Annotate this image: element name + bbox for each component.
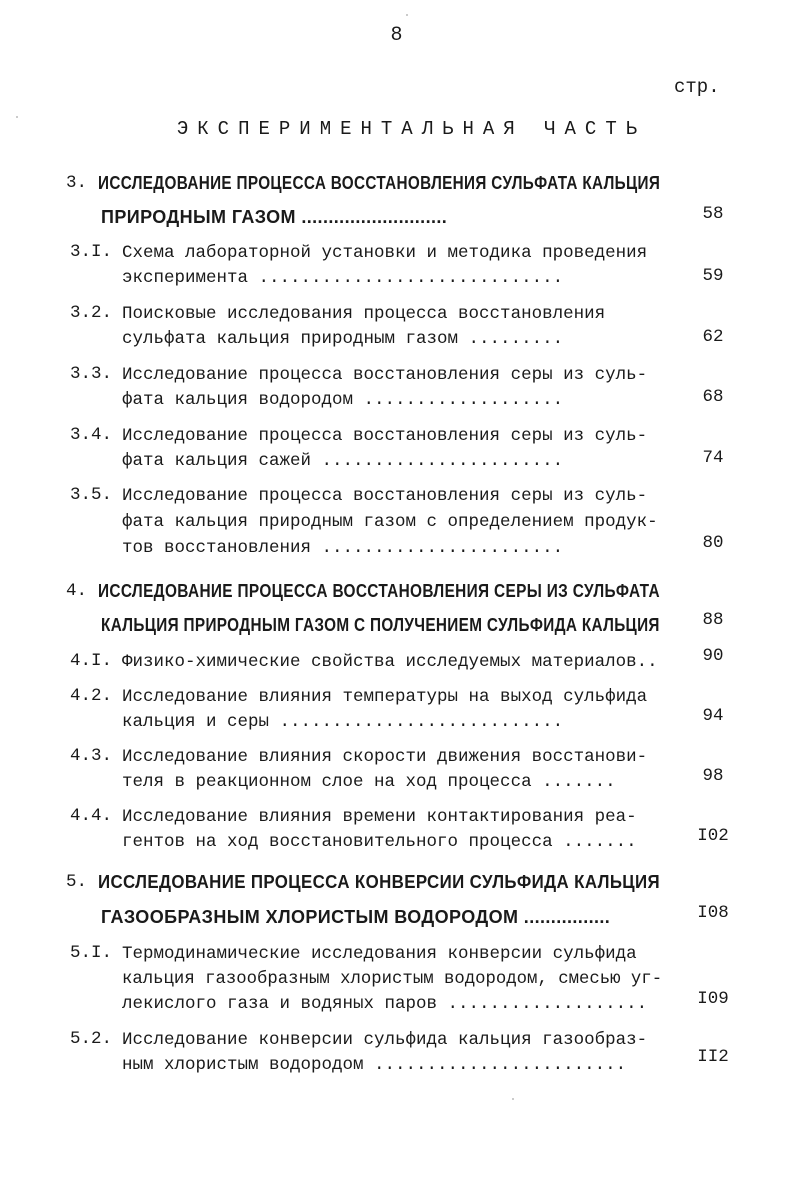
toc-entry-title-line: ным хлористым водородом ........................ xyxy=(122,1055,627,1075)
toc-entry-title-line: сульфата кальция природным газом ......... xyxy=(122,329,564,349)
toc-entry-title-line: Исследование влияния скорости движения восстанови- xyxy=(122,747,648,767)
toc-entry-title-line: фата кальция водородом ................... xyxy=(122,390,564,410)
toc-entry-title-line: ИССЛЕДОВАНИЕ ПРОЦЕССА ВОССТАНОВЛЕНИЯ СУЛЬФАТА КАЛЬЦИЯ xyxy=(98,173,661,193)
scan-speck xyxy=(16,116,18,118)
toc-entry-page: 80 xyxy=(702,533,724,553)
toc-entry-number: 5. xyxy=(66,872,88,892)
toc-entry-title-line: Исследование влияния температуры на выход сульфида xyxy=(122,687,648,707)
toc-entry-title-line: теля в реакционном слое на ход процесса ....... xyxy=(122,772,616,792)
toc-entry-title-line: эксперимента ............................. xyxy=(122,268,564,288)
toc-entry-title-line: ПРИРОДНЫМ ГАЗОМ ........................... xyxy=(101,207,448,227)
toc-entry-number: 4.3. xyxy=(70,746,113,766)
toc-entry-page: 90 xyxy=(702,646,724,666)
toc-entry-title-line: гентов на ход восстановительного процесса ....... xyxy=(122,832,637,852)
toc-entry-title-line: ИССЛЕДОВАНИЕ ПРОЦЕССА КОНВЕРСИИ СУЛЬФИДА КАЛЬЦИЯ xyxy=(98,872,661,892)
toc-entry-page: 62 xyxy=(702,327,724,347)
toc-entry-number: 3.3. xyxy=(70,364,113,384)
section-title: ЭКСПЕРИМЕНТАЛЬНАЯ ЧАСТЬ xyxy=(176,118,647,140)
toc-entry-title-line: Физико-химические свойства исследуемых материалов.. xyxy=(122,652,658,672)
toc-entry-title-line: Исследование процесса восстановления серы из суль- xyxy=(122,365,648,385)
scan-speck xyxy=(406,14,408,16)
toc-entry-number: 4.I. xyxy=(70,651,113,671)
toc-entry-number: 4.4. xyxy=(70,806,113,826)
toc-entry-page: 68 xyxy=(702,387,724,407)
toc-entry-page: I08 xyxy=(697,903,729,923)
toc-entry-title-line: ГАЗООБРАЗНЫМ ХЛОРИСТЫМ ВОДОРОДОМ ................ xyxy=(101,907,611,927)
page-number: 8 xyxy=(390,24,403,47)
toc-entry-page: 94 xyxy=(702,706,724,726)
toc-entry-page: 98 xyxy=(702,766,724,786)
toc-entry-number: 3.2. xyxy=(70,303,113,323)
page-column-label: стр. xyxy=(674,76,720,98)
scan-speck xyxy=(512,1098,514,1100)
toc-entry-title-line: Исследование процесса восстановления серы из суль- xyxy=(122,426,648,446)
toc-entry-number: 5.I. xyxy=(70,943,113,963)
toc-entry-title-line: Исследование процесса восстановления серы из суль- xyxy=(122,486,648,506)
toc-entry-page: I09 xyxy=(697,989,729,1009)
toc-entry-title-line: Исследование конверсии сульфида кальция газообраз- xyxy=(122,1030,648,1050)
toc-entry-title-line: тов восстановления ....................... xyxy=(122,538,564,558)
toc-entry-title-line: кальция и серы ........................... xyxy=(122,712,564,732)
toc-entry-title-line: Термодинамические исследования конверсии сульфида xyxy=(122,944,637,964)
toc-entry-page: II2 xyxy=(697,1047,729,1067)
toc-entry-page: 58 xyxy=(702,204,724,224)
toc-entry-number: 4. xyxy=(66,581,88,601)
toc-entry-number: 3.4. xyxy=(70,425,113,445)
toc-entry-number: 5.2. xyxy=(70,1029,113,1049)
toc-entry-page: 88 xyxy=(702,610,724,630)
toc-entry-title-line: Поисковые исследования процесса восстановления xyxy=(122,304,606,324)
toc-entry-number: 4.2. xyxy=(70,686,113,706)
toc-entry-title-line: Исследование влияния времени контактирования реа- xyxy=(122,807,637,827)
toc-entry-page: I02 xyxy=(697,826,729,846)
toc-entry-title-line: фата кальция природным газом с определением продук- xyxy=(122,512,658,532)
toc-entry-number: 3.I. xyxy=(70,242,113,262)
toc-entry-title-line: ИССЛЕДОВАНИЕ ПРОЦЕССА ВОССТАНОВЛЕНИЯ СЕРЫ ИЗ СУЛЬФАТА xyxy=(98,581,660,601)
toc-entry-title-line: лекислого газа и водяных паров ................... xyxy=(122,994,648,1014)
toc-entry-number: 3.5. xyxy=(70,485,113,505)
toc-entry-title-line: КАЛЬЦИЯ ПРИРОДНЫМ ГАЗОМ С ПОЛУЧЕНИЕМ СУЛЬФИДА КАЛЬЦИЯ xyxy=(101,615,660,635)
toc-entry-number: 3. xyxy=(66,173,88,193)
toc-entry-title-line: кальция газообразным хлористым водородом, смесью уг- xyxy=(122,969,663,989)
toc-entry-title-line: фата кальция сажей ....................... xyxy=(122,451,564,471)
toc-entry-title-line: Схема лабораторной установки и методика проведения xyxy=(122,243,648,263)
toc-entry-page: 59 xyxy=(702,266,724,286)
toc-entry-page: 74 xyxy=(702,448,724,468)
